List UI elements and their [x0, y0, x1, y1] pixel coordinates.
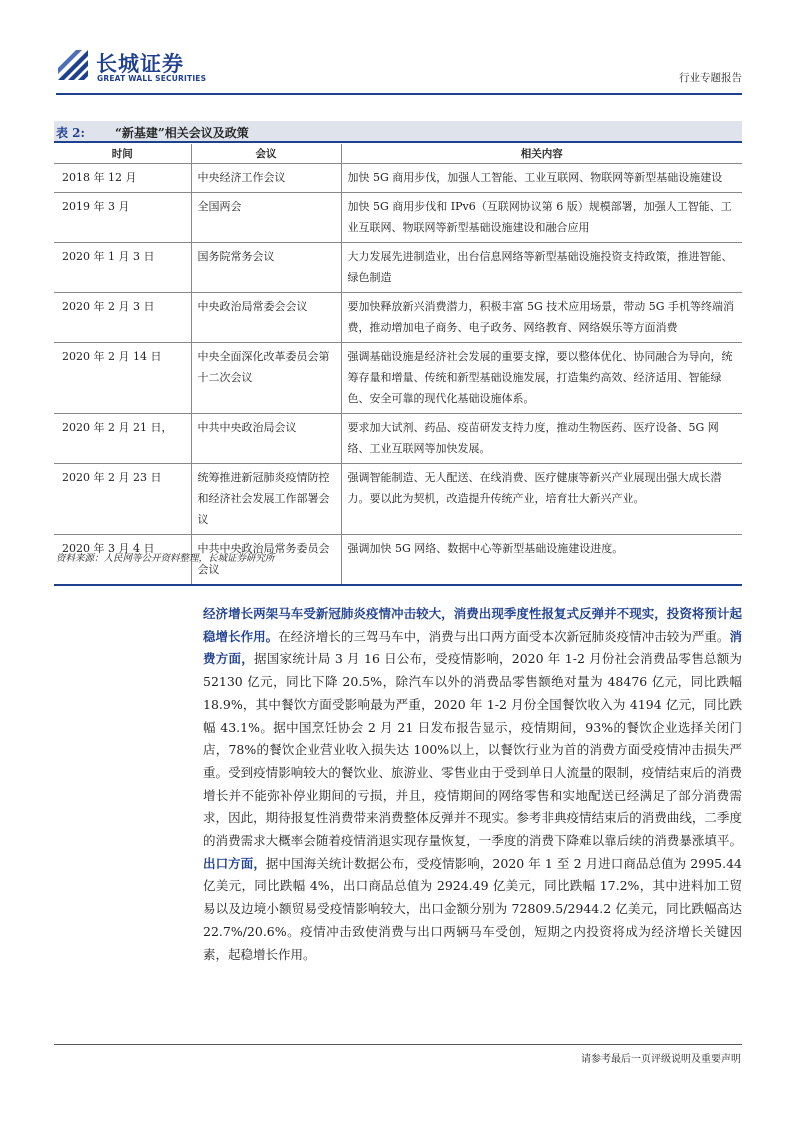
company-name-en: GREAT WALL SECURITIES [97, 74, 207, 83]
row-meeting: 统筹推进新冠肺炎疫情防控和经济社会发展工作部署会议 [191, 463, 341, 534]
policy-table [54, 144, 742, 586]
table-caption [54, 121, 742, 143]
row-meeting: 中央经济工作会议 [191, 163, 341, 192]
table-row [54, 463, 742, 534]
row-content: 强调智能制造、无人配送、在线消费、医疗健康等新兴产业展现出强大成长潜力。要以此为契机，改造提升传统产业，培育壮大新兴产业。 [341, 463, 742, 534]
column-header-meeting: 会议 [191, 144, 341, 163]
table-row [54, 242, 742, 292]
paragraph-lead-heading: 经济增长两架马车受新冠肺炎疫情冲击较大，消费出现季度性报复式反弹并不现实，投资将预计起稳增长作用。 [203, 606, 742, 644]
row-meeting: 中央全面深化改革委员会第十二次会议 [191, 342, 341, 413]
row-date: 2018 年 12 月 [54, 163, 191, 192]
row-content: 加快 5G 商用步伐，加强人工智能、工业互联网、物联网等新型基础设施建设 [341, 163, 742, 192]
export-text: 据中国海关统计数据公布，受疫情影响，2020 年 1 至 2 月进口商品总值为 2995.44 亿美元，同比跌幅 4%，出口商品总值为 2924.49 亿美元，同比跌幅 17.2%，其中进料加工贸易以及边境小额贸易受疫情影响较大，出口金额分别为 72809.5/2944.2 亿美元，同比跌幅高达 22.7%/20.6%。疫情冲击致使消费与出口两辆马车受创，短期之内投资将成为经济增长关键因素，起稳增长作用。 [203, 855, 742, 962]
footer-disclaimer: 请参考最后一页评级说明及重要声明 [581, 1054, 741, 1065]
row-meeting: 国务院常务会议 [191, 242, 341, 292]
row-content: 要求加大试剂、药品、疫苗研发支持力度，推动生物医药、医疗设备、5G 网络、工业互联网等加快发展。 [341, 413, 742, 463]
row-date: 2020 年 2 月 21 日， [54, 413, 191, 463]
table-source-note: 资料来源：人民网等公开资料整理，长城证券研究所 [56, 553, 275, 564]
export-label: 出口方面， [203, 855, 266, 871]
consumption-text: 据国家统计局 3 月 16 日公布，受疫情影响，2020 年 1-2 月份社会消费品零售总额为 52130 亿元，同比下降 20.5%，除汽车以外的消费品零售额绝对量为 48476 亿元，同比跌幅 18.9%，其中餐饮方面受影响最为严重，2020 年 1-2 月份全国餐饮收入为 4194 亿元，同比跌幅 43.1%。据中国烹饪协会 2 月 21 日发布报告显示，疫情期间，93%的餐饮企业选择关闭门店，78%的餐饮企业营业收入损失达 100%以上，以餐饮行业为首的消费方面受疫情冲击损失严重。受到疫情影响较大的餐饮业、旅游业、零售业由于受到单日人流量的限制，疫情结束后的消费增长并不能弥补停业期间的亏损，并且，疫情期间的网络零售和实地配送已经满足了部分消费需求，因此，期待报复性消费带来消费整体反弹并不现实。参考非典疫情结束后的消费曲线，二季度的消费需求大概率会随着疫情消退实现存量恢复，一季度的消费下降难以靠后续的消费暴涨填平。 [203, 651, 742, 849]
row-date: 2019 年 3 月 [54, 192, 191, 242]
row-date: 2020 年 2 月 3 日 [54, 292, 191, 342]
row-date: 2020 年 2 月 14 日 [54, 342, 191, 413]
consumption-label: 消费方面， [203, 628, 742, 667]
table-label: 表 2: [56, 126, 85, 140]
row-meeting: 中共中央政治局会议 [191, 413, 341, 463]
row-content: 加快 5G 商用步伐和 IPv6（互联网协议第 6 版）规模部署，加强人工智能、工业互联网、物联网等新型基础设施建设和融合应用 [341, 192, 742, 242]
paragraph-intro-text: 在经济增长的三驾马车中，消费与出口两方面受本次新冠肺炎疫情冲击较为严重。 [278, 628, 730, 644]
table-row [54, 292, 742, 342]
great-wall-logo-icon [56, 46, 90, 82]
row-meeting: 中央政治局常委会会议 [191, 292, 341, 342]
row-content: 强调基础设施是经济社会发展的重要支撑，要以整体优化、协同融合为导向，统筹存量和增量、传统和新型基础设施发展，打造集约高效、经济适用、智能绿色、安全可靠的现代化基础设施体系。 [341, 342, 742, 413]
row-content: 强调加快 5G 网络、数据中心等新型基础设施建设进度。 [341, 534, 742, 585]
header-divider [56, 93, 742, 95]
row-meeting: 中共中央政治局常务委员会会议 [191, 534, 341, 585]
row-date: 2020 年 3 月 4 日 [54, 534, 191, 585]
table-row [54, 342, 742, 413]
body-paragraph [203, 603, 742, 966]
row-content: 大力发展先进制造业，出台信息网络等新型基础设施投资支持政策，推进智能、绿色制造 [341, 242, 742, 292]
table-row [54, 413, 742, 463]
row-date: 2020 年 1 月 3 日 [54, 242, 191, 292]
column-header-date: 时间 [54, 144, 191, 163]
footer-divider [54, 1044, 742, 1045]
row-date: 2020 年 2 月 23 日 [54, 463, 191, 534]
document-type: 行业专题报告 [679, 72, 742, 84]
table-header-row [54, 144, 742, 163]
column-header-content: 相关内容 [341, 144, 742, 163]
table-row [54, 163, 742, 192]
table-row [54, 192, 742, 242]
row-content: 要加快释放新兴消费潜力，积极丰富 5G 技术应用场景，带动 5G 手机等终端消费，推动增加电子商务、电子政务、网络教育、网络娱乐等方面消费 [341, 292, 742, 342]
page-header [56, 44, 742, 92]
table-title: “新基建”相关会议及政策 [115, 126, 249, 140]
company-name-cn: 长城证券 [96, 52, 184, 76]
row-meeting: 全国两会 [191, 192, 341, 242]
